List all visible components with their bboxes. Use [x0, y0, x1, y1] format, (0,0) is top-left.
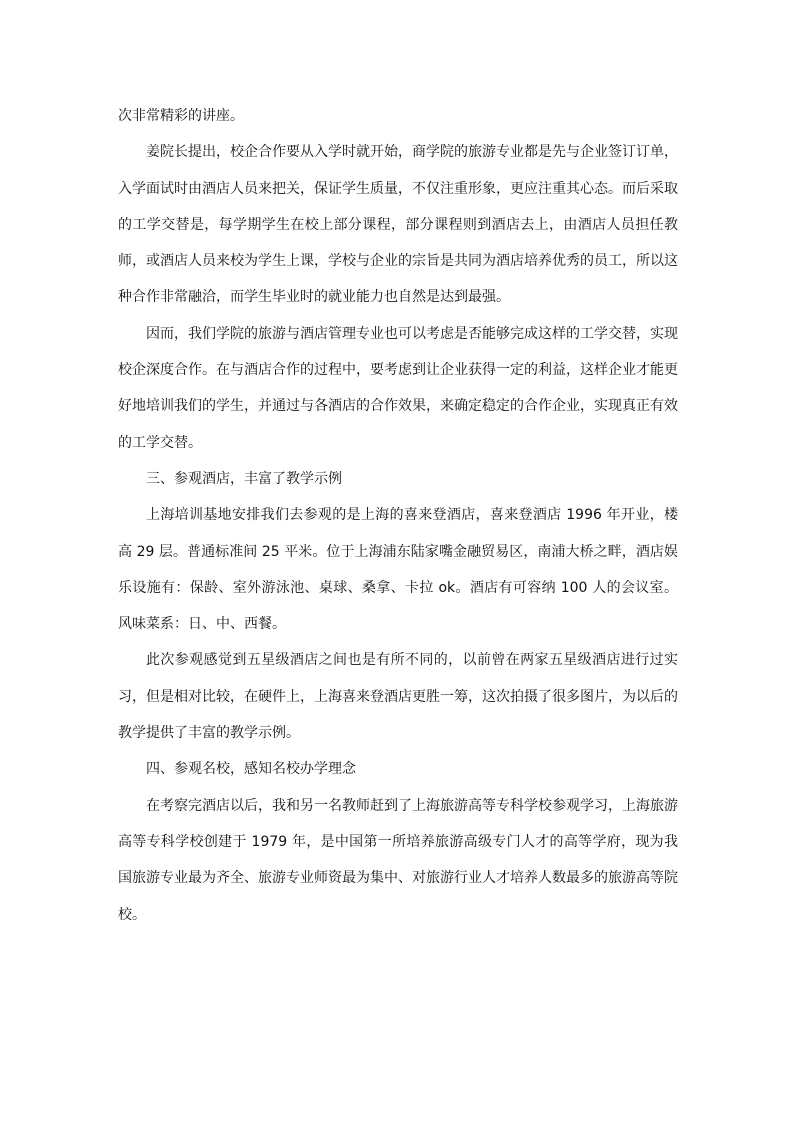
- paragraph-sheraton-hotel: 上海培训基地安排我们去参观的是上海的喜来登酒店，喜来登酒店 1996 年开业，楼高 29 层。普通标准间 25 平米。位于上海浦东陆家嘴金融贸易区，南浦大桥之畔，酒店娱乐设施有：保龄、室外游泳池、桌球、桑拿、卡拉 ok。酒店有可容纳 100 人的会议室。风味菜系：日、中、西餐。: [118, 507, 678, 633]
- document-body: [118, 98, 678, 933]
- paragraph-shanghai-tourism-college: 在考察完酒店以后，我和另一名教师赶到了上海旅游高等专科学校参观学习，上海旅游高等专科学校创建于 1979 年，是中国第一所培养旅游高级专门人才的高等学府，现为我国旅游专业最为齐全、旅游专业师资最为集中、对旅游行业人才培养人数最多的旅游高等院校。: [118, 797, 678, 923]
- paragraph-five-star-comparison: 此次参观感觉到五星级酒店之间也是有所不同的，以前曾在两家五星级酒店进行过实习，但是相对比较，在硬件上，上海喜来登酒店更胜一筹，这次拍摄了很多图片，为以后的教学提供了丰富的教学示例。: [118, 652, 678, 742]
- paragraph-jiang-dean-proposal: 姜院长提出，校企合作要从入学时就开始，商学院的旅游专业都是先与企业签订订单，入学面试时由酒店人员来把关，保证学生质量，不仅注重形象，更应注重其心态。而后采取的工学交替是，每学期学生在校上部分课程，部分课程则到酒店去上，由酒店人员担任教师，或酒店人员来校为学生上课，学校与企业的宗旨是共同为酒店培养优秀的员工，所以这种合作非常融洽，而学生毕业时的就业能力也自然是达到最强。: [118, 144, 678, 306]
- paragraph-school-enterprise-cooperation: 因而，我们学院的旅游与酒店管理专业也可以考虑是否能够完成这样的工学交替，实现校企深度合作。在与酒店合作的过程中，要考虑到让企业获得一定的利益，这样企业才能更好地培训我们的学生，并通过与各酒店的合作效果，来确定稳定的合作企业，实现真正有效的工学交替。: [118, 325, 678, 451]
- paragraph-continuation: 次非常精彩的讲座。: [118, 108, 244, 124]
- section-heading-hotel-visit: 三、参观酒店，丰富了教学示例: [146, 470, 342, 487]
- section-heading-school-visit: 四、参观名校，感知名校办学理念: [146, 761, 356, 778]
